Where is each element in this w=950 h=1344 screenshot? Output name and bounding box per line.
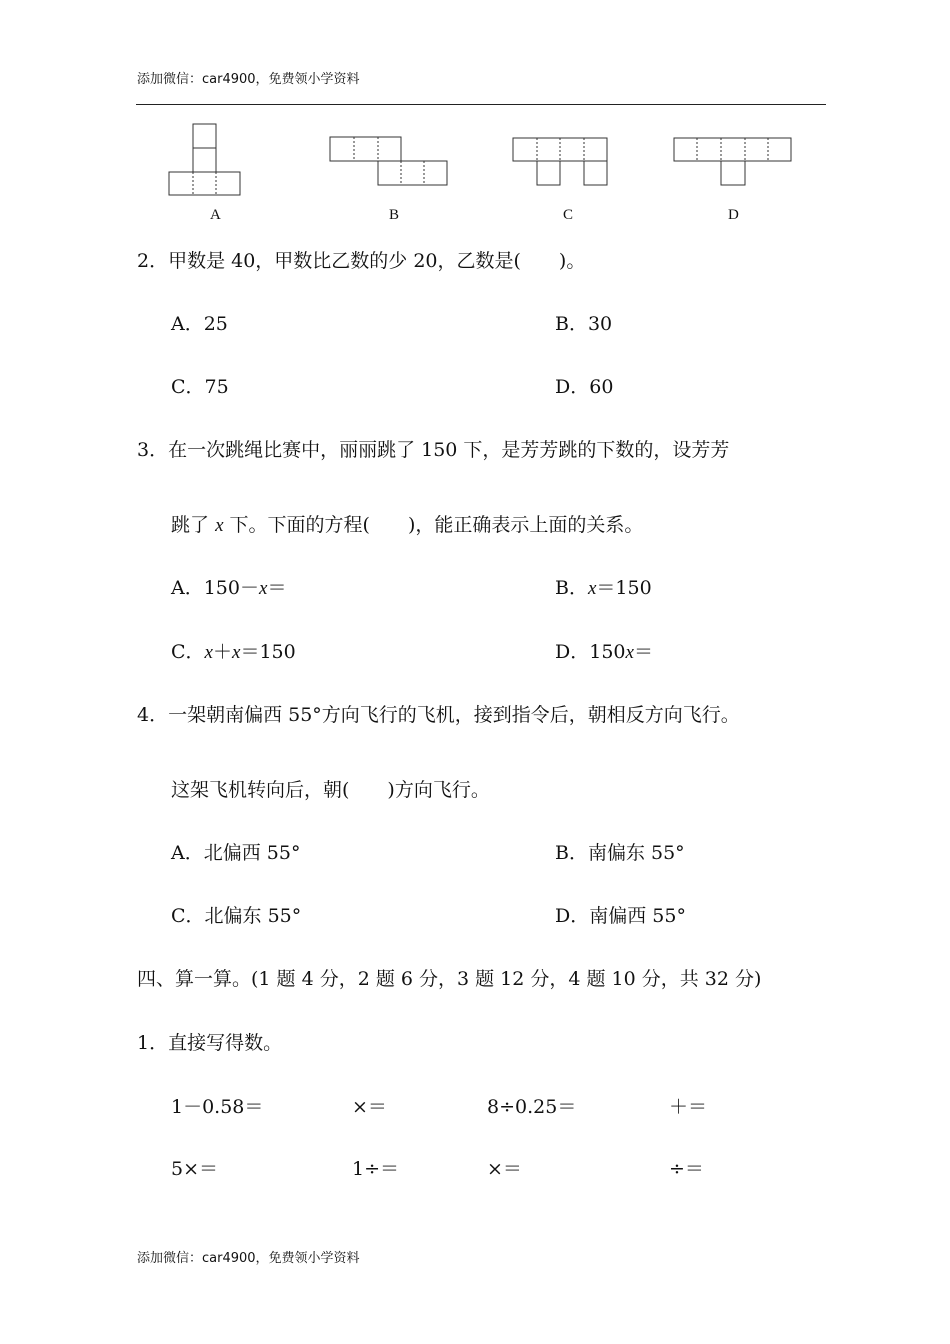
net-d <box>674 138 791 185</box>
calc-r2-c1: 5×＝ <box>171 1158 219 1180</box>
q3-stem-line2 <box>171 513 643 538</box>
q3-option-d-x: x <box>625 642 634 663</box>
q3-option-a-post: ＝ <box>267 577 287 599</box>
q3-option-d-pre: D．150 <box>555 641 626 663</box>
calc-r1-c2: ×＝ <box>352 1096 387 1118</box>
q3-option-d <box>555 640 653 665</box>
q3-stem-line1: 3．在一次跳绳比赛中，丽丽跳了 150 下，是芳芳跳的下数的，设芳芳 <box>137 439 730 461</box>
net-label-b: B <box>389 207 400 223</box>
net-label-a: A <box>210 207 221 223</box>
section4-q1-stem: 1．直接写得数。 <box>137 1032 283 1054</box>
q3-variable-x: x <box>215 515 224 536</box>
q4-option-c: C．北偏东 55° <box>171 905 302 927</box>
q3-option-b-post: ＝150 <box>596 577 652 599</box>
header-watermark: 添加微信：car4900，免费领小学资料 <box>137 72 360 87</box>
calc-r1-c1: 1－0.58＝ <box>171 1096 264 1118</box>
net-label-c: C <box>563 207 574 223</box>
q2-stem: 2．甲数是 40，甲数比乙数的少 20，乙数是( )。 <box>137 250 586 272</box>
q3-option-a-x: x <box>259 578 268 599</box>
q4-option-b: B．南偏东 55° <box>555 842 685 864</box>
net-b <box>330 137 447 185</box>
q2-option-c: C．75 <box>171 376 229 398</box>
q3-option-b-pre: B． <box>555 577 588 599</box>
q4-stem-line2: 这架飞机转向后，朝( )方向飞行。 <box>171 779 490 801</box>
q3-stem-line2-a: 跳了 <box>171 514 210 536</box>
section4-heading: 四、算一算。(1 题 4 分，2 题 6 分，3 题 12 分，4 题 10 分，共 32 分) <box>137 968 762 990</box>
cube-nets-figure <box>0 0 950 240</box>
q3-option-c-post: ＝150 <box>240 641 296 663</box>
q3-option-c-pre: C． <box>171 641 205 663</box>
q3-option-c <box>171 640 296 665</box>
q3-option-c-x2: x <box>232 642 241 663</box>
q2-option-a: A．25 <box>171 313 228 335</box>
net-a <box>169 124 240 195</box>
calc-r1-c3: 8÷0.25＝ <box>487 1096 577 1118</box>
q3-option-c-x1: x <box>204 642 213 663</box>
q2-option-d: D．60 <box>555 376 614 398</box>
calc-r2-c3: ×＝ <box>487 1158 522 1180</box>
q3-option-c-plus: ＋ <box>212 641 232 663</box>
q4-option-d: D．南偏西 55° <box>555 905 686 927</box>
q2-option-b: B．30 <box>555 313 613 335</box>
calc-r1-c4: ＋＝ <box>669 1096 708 1118</box>
q4-option-a: A．北偏西 55° <box>171 842 301 864</box>
calc-r2-c2: 1÷＝ <box>352 1158 400 1180</box>
q3-option-a-pre: A．150－ <box>171 577 259 599</box>
q4-stem-line1: 4．一架朝南偏西 55°方向飞行的飞机，接到指令后，朝相反方向飞行。 <box>137 704 740 726</box>
net-c <box>513 138 607 185</box>
footer-watermark: 添加微信：car4900，免费领小学资料 <box>137 1251 360 1266</box>
net-label-d: D <box>728 207 739 223</box>
q3-option-d-post: ＝ <box>633 641 653 663</box>
calc-r2-c4: ÷＝ <box>669 1158 704 1180</box>
q3-option-a <box>171 576 286 601</box>
q3-option-b-x: x <box>587 578 597 599</box>
q3-option-b <box>555 576 652 601</box>
q3-stem-line2-b: 下。下面的方程( )，能正确表示上面的关系。 <box>229 514 644 536</box>
